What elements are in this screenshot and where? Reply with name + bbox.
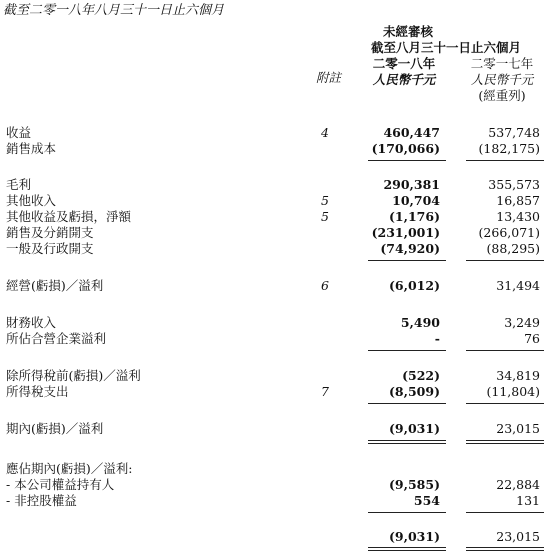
row-value-2018: (6,012): [389, 278, 440, 293]
row-label: 期內(虧損)／溢利: [6, 421, 104, 436]
row-label: 除所得稅前(虧損)／溢利: [6, 368, 141, 383]
row-label: 毛利: [6, 177, 32, 192]
subtotal-rule: [368, 403, 446, 404]
subtotal-rule: [368, 350, 446, 351]
row-label: - 本公司權益持有人: [6, 477, 115, 492]
row-value-2017: 23,015: [496, 421, 540, 436]
total-rule-bottom: [368, 443, 446, 444]
row-value-2018: (9,031): [389, 529, 440, 544]
col-2018-unit: 人民幣千元: [372, 72, 436, 87]
row-value-2018: (8,509): [389, 384, 440, 399]
row-value-2017: 16,857: [496, 193, 540, 208]
total-rule-bottom: [466, 550, 544, 551]
row-value-2017: 31,494: [496, 278, 540, 293]
total-rule-top: [466, 547, 544, 548]
row-value-2017: 23,015: [496, 529, 540, 544]
row-value-2017: (266,071): [478, 225, 540, 240]
row-value-2017: 355,573: [488, 177, 540, 192]
row-note: 5: [321, 193, 329, 208]
total-rule-bottom: [466, 443, 544, 444]
row-value-2018: (522): [402, 368, 440, 383]
row-value-2018: (170,066): [371, 141, 440, 156]
row-label: 其他收益及虧損，淨額: [6, 209, 132, 224]
row-note: 5: [321, 209, 329, 224]
row-note: 4: [321, 125, 329, 140]
total-rule-top: [466, 440, 544, 441]
row-note: 7: [321, 384, 329, 399]
row-label: 收益: [6, 125, 32, 140]
subtotal-rule: [466, 160, 544, 161]
row-value-2018: (9,585): [389, 477, 440, 492]
row-value-2017: 13,430: [496, 209, 540, 224]
row-value-2017: 22,884: [496, 477, 540, 492]
row-value-2018: (231,001): [371, 225, 440, 240]
row-label: 經營(虧損)／溢利: [6, 278, 104, 293]
row-value-2017: 131: [516, 493, 540, 508]
row-value-2017: 76: [524, 331, 540, 346]
col-2017-unit: 人民幣千元: [470, 72, 534, 87]
row-value-2017: (88,295): [486, 241, 540, 256]
row-value-2018: 554: [413, 493, 440, 508]
row-value-2017: 3,249: [504, 315, 540, 330]
col-2017-heading: 二零一七年: [470, 56, 534, 71]
period-heading: 截至八月三十一日止六個月: [370, 40, 521, 55]
subtotal-rule: [368, 260, 446, 261]
subtotal-rule: [466, 512, 544, 513]
col-2018-heading: 二零一八年: [372, 56, 436, 71]
row-label: 一般及行政開支: [6, 241, 94, 256]
row-label: 所佔合營企業溢利: [6, 331, 107, 346]
row-value-2017: (182,175): [478, 141, 540, 156]
row-label: 應佔期內(虧損)／溢利:: [6, 461, 133, 476]
row-value-2018: -: [434, 331, 440, 346]
total-rule-top: [368, 440, 446, 441]
row-value-2018: (9,031): [389, 421, 440, 436]
row-value-2017: 34,819: [496, 368, 540, 383]
subtotal-rule: [368, 512, 446, 513]
row-value-2018: (1,176): [389, 209, 440, 224]
row-label: 所得稅支出: [6, 384, 69, 399]
row-value-2018: 5,490: [400, 315, 440, 330]
row-value-2018: 290,381: [383, 177, 440, 192]
row-value-2018: 10,704: [392, 193, 440, 208]
row-value-2018: (74,920): [380, 241, 440, 256]
row-value-2017: (11,804): [486, 384, 540, 399]
row-label: 銷售成本: [6, 141, 57, 156]
unaudited-heading: 未經審核: [382, 24, 433, 39]
row-label: - 非控股權益: [6, 493, 77, 508]
row-label: 其他收入: [6, 193, 57, 208]
subtotal-rule: [466, 260, 544, 261]
row-note: 6: [321, 278, 329, 293]
row-value-2018: 460,447: [383, 125, 440, 140]
subtotal-rule: [368, 160, 446, 161]
page-title: 截至二零一八年八月三十一日止六個月: [3, 3, 225, 18]
row-label: 銷售及分銷開支: [6, 225, 94, 240]
col-2017-restated: (經重列): [478, 88, 526, 103]
total-rule-bottom: [368, 550, 446, 551]
total-rule-top: [368, 547, 446, 548]
row-value-2017: 537,748: [488, 125, 540, 140]
note-column-heading: 附註: [316, 70, 342, 85]
subtotal-rule: [466, 350, 544, 351]
subtotal-rule: [466, 403, 544, 404]
row-label: 財務收入: [6, 315, 57, 330]
